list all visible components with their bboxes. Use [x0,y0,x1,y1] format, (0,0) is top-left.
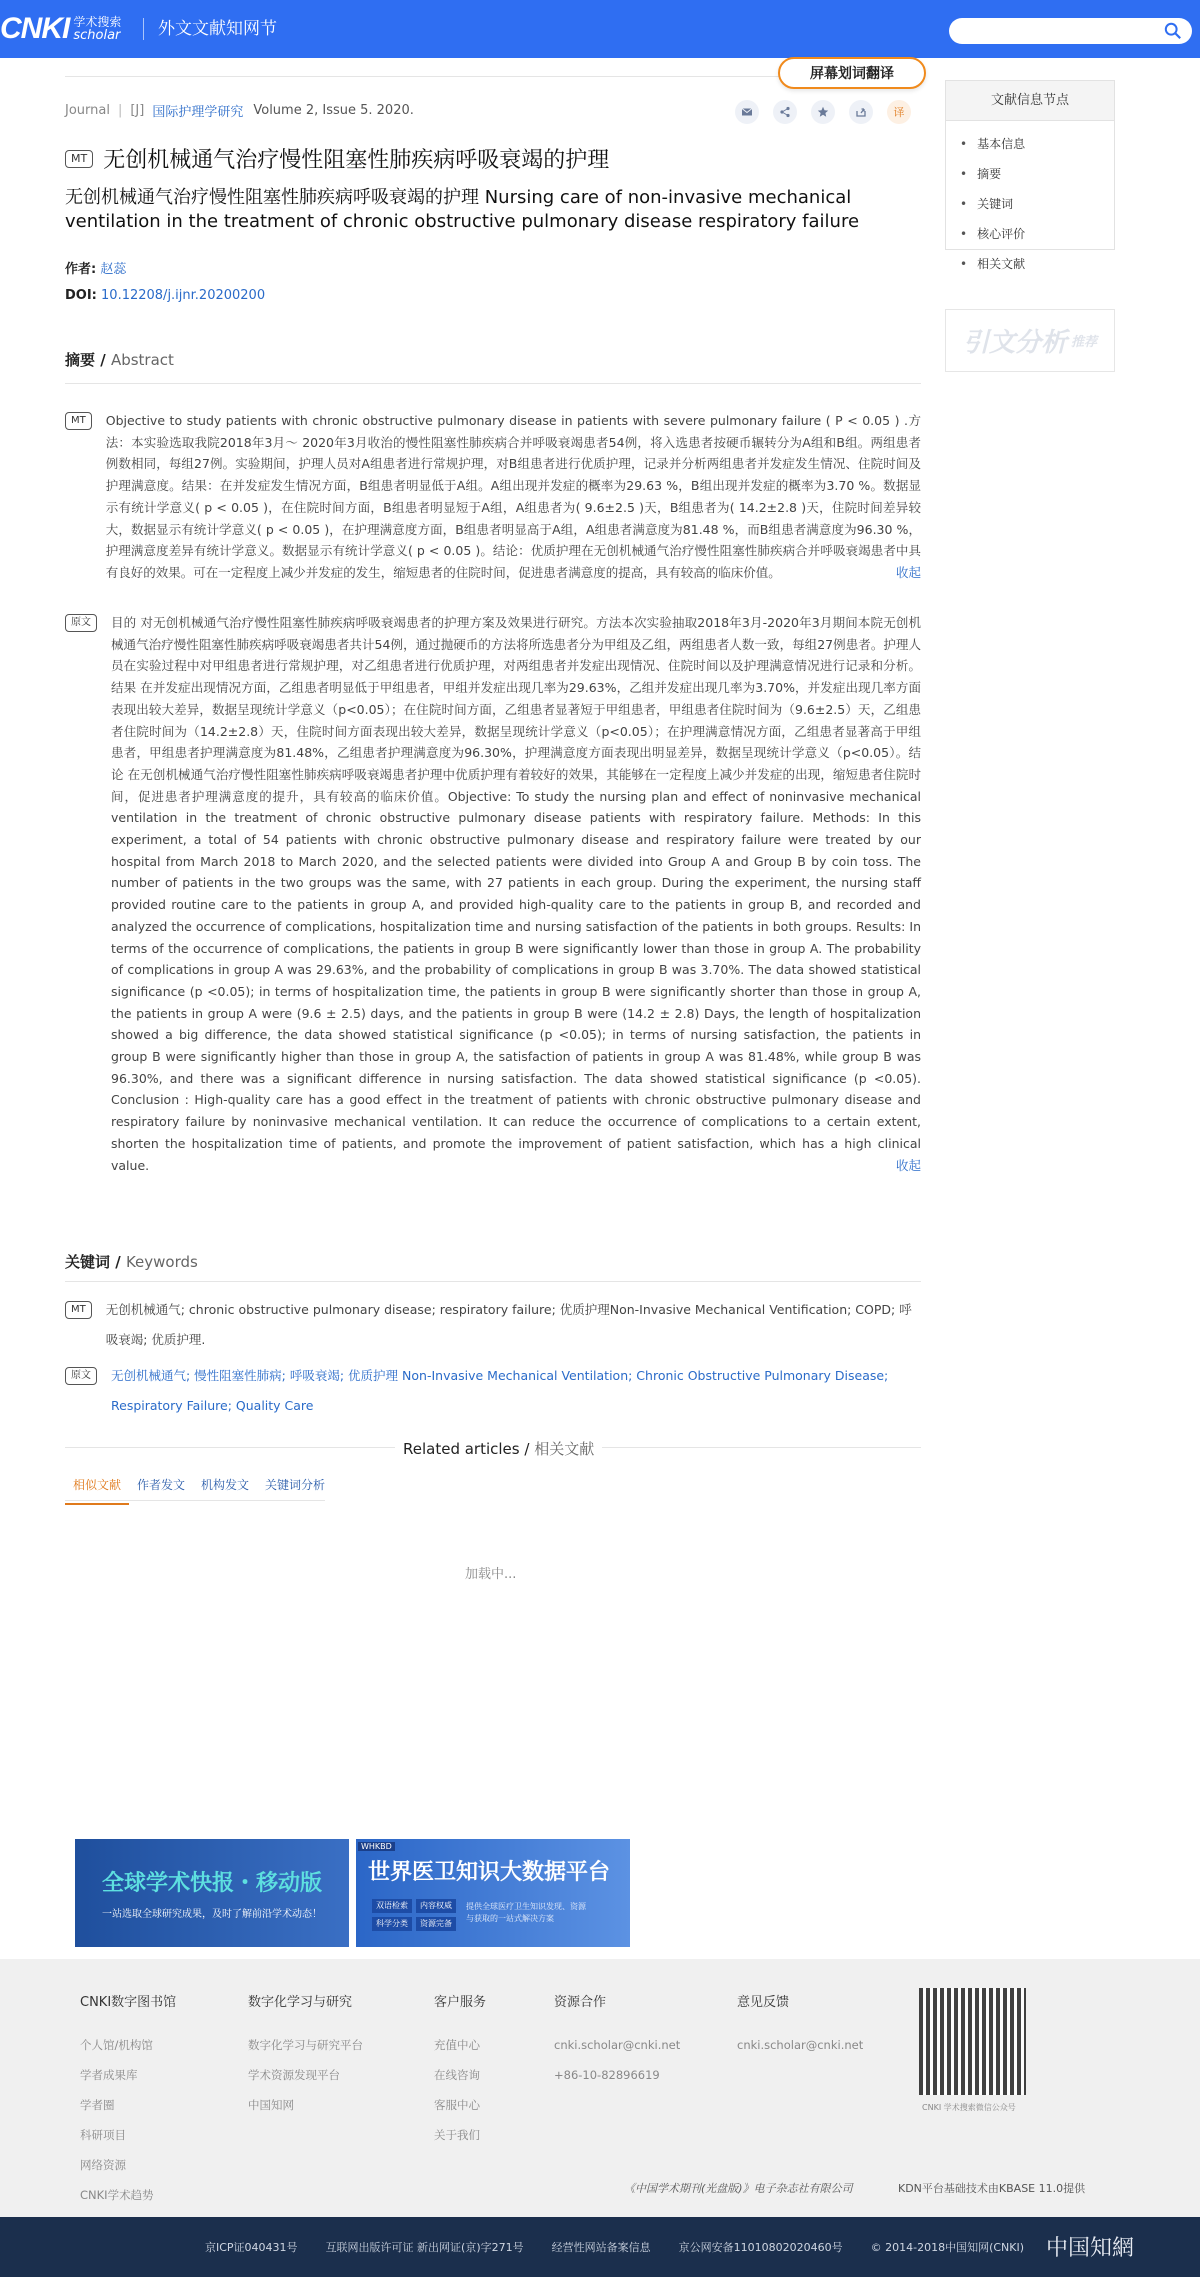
abstract-original [65,612,921,1176]
logo-en: scholar [73,28,121,43]
cnki-scholar-logo[interactable] [0,14,121,44]
keywords-original-links[interactable]: 无创机械通气; 慢性阻塞性肺病; 呼吸衰竭; 优质护理 Non-Invasive Mechanical Ventilation; Chronic Obstructive Pulmonary Disease; Respiratory Failure; Quality Care [111,1368,889,1413]
legal-bar: 京ICP证040431号 互联网出版许可证 新出网证(京)字271号 经营性网站备案信息 京公网安备11010802020460号 © 2014-2018中国知网(CNKI) 中国知網 [0,2217,1200,2277]
search-icon[interactable] [1164,22,1182,40]
abstract-heading: 摘要 / Abstract [65,351,174,369]
cnki-cn-logo: 中国知網 [1046,2236,1135,2261]
share-button[interactable] [773,100,797,124]
author-line [65,258,126,277]
translate-button[interactable]: 译 [887,100,911,124]
logo-cn: 学术搜索 [73,15,122,29]
nav-heading: 文献信息节点 [946,81,1114,121]
star-icon [817,106,829,118]
original-badge: 原文 [65,1367,97,1385]
footer-col-library: CNKI数字图书馆 个人馆/机构馆 学者成果库 学者圈 科研项目 网络资源 CNKI学术趋势 [80,1995,177,2202]
mt-badge: MT [65,412,92,430]
mt-badge: MT [65,150,93,168]
nav-item-basic[interactable]: • 基本信息 [960,129,1114,159]
abstract-original-text: 目的 对无创机械通气治疗慢性阻塞性肺疾病呼吸衰竭患者的护理方案及效果进行研究。方法本次实验抽取2018年3月-2020年3月期间本院无创机械通气治疗慢性阻塞性肺疾病呼吸衰竭患者共计54例，通过抛硬币的方法将所选患者分为甲组及乙组，两组患者人数一致，每组27例患者。护理人员在实验过程中对甲组患者进行常规护理，对乙组患者进行优质护理，对两组患者并发症出现情况、住院时间以及护理满意情况进行记录和分析。结果 在并发症出现情况方面，乙组患者明显低于甲组患者，甲组并发症出现几率为29.63%，乙组并发症出现几率为3.70%，并发症出现几率方面表现出较大差异，数据呈现统计学意义（p<0.05）；在住院时间方面，乙组患者显著短于甲组患者，甲组患者住院时间为（9.6±2.5）天，乙组患者住院时间为（14.2±2.8）天，住院时间方面表现出较大差异，数据呈现统计学意义（p<0.05）；在护理满意情况方面，乙组患者显著高于甲组患者，甲组患者护理满意度为81.48%，乙组患者护理满意度为96.30%，护理满意度方面表现出明显差异，数据呈现统计学意义（p<0.05）。结论 在无创机械通气治疗慢性阻塞性肺疾病呼吸衰竭患者护理中优质护理有着较好的效果，其能够在一定程度上减少并发症的出现，缩短患者住院时间，促进患者护理满意度的提升，具有较高的临床价值。Objective: To study the nursing plan and effect of noninvasive mechanical ventilation in the treatment of chronic obstructive pulmonary disease patients with respiratory failure. Methods: In this experiment, a total of 54 patients with chronic obstructive pulmonary disease and respiratory failure were treated by our hospital from March 2018 to March 2020, and the selected patients were divided into Group A and Group B by coin toss. The number of patients in the two groups was the same, with 27 patients in each group. During the experiment, the nursing staff provided routine care to the patients in group A, and provided high-quality care to the patients in group B, and recorded and analyzed the occurrence of complications, hospitalization time and nursing satisfaction of the patients in both groups. Results: In terms of the occurrence of complications, the patients in group B were significantly lower than those in group A. The probability of complications in group A was 29.63%, and the probability of complications in group B was 3.70%. The data showed statistical significance (p <0.05); in terms of hospitalization time, the patients in group B were significantly shorter than those in group A, the patients in group A were (9.6 ± 2.5) days, and the patients in group B were (14.2 ± 2.8) Days, the length of hospitalization showed a big difference, the data showed statistical significance (p <0.05); in terms of nursing satisfaction, the patients in group B were significantly higher than those in group A, the satisfaction of patients in group A was 81.48%, while group B was 96.30%, and there was a significant difference in nursing satisfaction. The data showed statistical significance (p <0.05). Conclusion : High-quality care has a good effect in the treatment of patients with chronic obstructive pulmonary disease and respiratory failure by noninvasive mechanical ventilation. It can reduce the occurrence of complications to a certain extent, shorten the hospitalization time of patients, and promote the improvement of patient satisfaction, which has a high clinical value. [111,615,921,1173]
article-subtitle: 无创机械通气治疗慢性阻塞性肺疾病呼吸衰竭的护理 Nursing care of non-invasive mechanical ventilation in the treatment of chronic obstructive pulmonary disease respiratory failure [65,187,860,232]
related-articles: Related articles / 相关文献 [65,1438,921,1458]
doi-link[interactable]: 10.12208/j.ijnr.20200200 [101,288,266,303]
tab-similar[interactable]: 相似文献 [65,1476,129,1505]
search-input[interactable] [961,18,1161,44]
export-button[interactable] [849,100,873,124]
article-tools [735,100,911,124]
meta-bracket: [J] [130,103,145,118]
keywords-heading: 关键词 / Keywords [65,1253,198,1271]
title-cn: 无创机械通气治疗慢性阻塞性肺疾病呼吸衰竭的护理 [103,148,610,173]
footer-col-feedback: 意见反馈 cnki.scholar@cnki.net [737,1995,864,2052]
site-footer [0,1959,1200,2217]
keywords-mt [65,1295,921,1355]
banner-whkbd[interactable]: WHKBD 世界医卫知识大数据平台 双语检索 内容权威 科学分类 资源完备 提供全球医疗卫生知识发现、资源与获取的一站式解决方案 [356,1839,630,1947]
site-name: 外文文献知网节 [143,18,277,40]
doi-label: DOI: [65,288,97,303]
email-button[interactable] [735,100,759,124]
keywords-original [65,1361,921,1421]
email-icon [741,106,753,118]
kbase-text: KDN平台基础技术由KBASE 11.0提供 [898,2182,1086,2195]
export-icon [855,106,867,118]
meta-type: Journal [65,103,110,118]
banner-scholar-mobile[interactable]: 全球学术快报・移动版 一站选取全球研究成果，及时了解前沿学术动态！ [75,1839,349,1947]
citation-analysis-ad[interactable]: 引文分析 推荐 [945,309,1115,372]
author-label: 作者: [65,262,97,277]
article-title [65,143,609,174]
publisher-text: 《中国学术期刊(光盘版)》电子杂志社有限公司 [624,2182,853,2195]
doc-info-nav [945,80,1115,271]
loading-text: 加载中... [465,1567,517,1582]
nav-item-related[interactable]: • 相关文献 [960,249,1114,279]
tab-author[interactable]: 作者发文 [137,1478,186,1492]
tab-keyword-analysis[interactable]: 关键词分析 [265,1478,326,1492]
article-meta: Journal | [J] 国际护理学研究 Volume 2, Issue 5. 2020. [65,103,414,120]
abstract-mt-text: Objective to study patients with chronic obstructive pulmonary disease in patients with severe pulmonary failure ( P < 0.05 ) .方法：本实验选取我院2018年3月～ 2020年3月收治的慢性阻塞性肺疾病合并呼吸衰竭患者54例，将入选患者按硬币辗转分为A组和B组。两组患者例数相同，每组27例。实验期间，护理人员对A组患者进行常规护理，对B组患者进行优质护理，记录并分析两组患者并发症发生情况、住院时间及护理满意度。结果：在并发症发生情况方面，B组患者明显低于A组。A组出现并发症的概率为29.63 %，B组出现并发症的概率为3.70 %。数据显示有统计学意义( p < 0.05 )，在住院时间方面，B组患者明显短于A组，A组患者为( 9.6±2.5 )天，B组患者为( 14.2±2.8 )天，住院时间差异较大，数据显示有统计学意义( p < 0.05 )，在护理满意度方面，B组患者明显高于A组，A组患者满意度为81.48 %，而B组患者满意度为96.30 %，护理满意度差异有统计学意义。数据显示有统计学意义( p < 0.05 )。结论：优质护理在无创机械通气治疗慢性阻塞性肺疾病合并呼吸衰竭患者中具有良好的效果。可在一定程度上减少并发症的发生，缩短患者的住院时间，促进患者满意度的提高，具有较高的临床价值。 [105,413,921,580]
top-header [0,0,1200,58]
qr-caption: CNKI 学术搜索微信公众号 [922,2103,1016,2112]
translate-tooltip: 屏幕划词翻译 [778,57,926,89]
abstract-mt [65,410,921,584]
search-box [949,18,1192,44]
favorite-button[interactable] [811,100,835,124]
share-icon [779,106,791,118]
journal-link[interactable]: 国际护理学研究 [152,105,244,120]
author-link[interactable]: 赵蕊 [100,262,127,277]
nav-item-evaluation[interactable]: • 核心评价 [960,219,1114,249]
mt-badge: MT [65,1301,92,1319]
volume-info: Volume 2, Issue 5. 2020. [253,103,414,118]
nav-item-keywords[interactable]: • 关键词 [960,189,1114,219]
wechat-qr-code [919,1988,1026,2095]
collapse-link[interactable]: 收起 [895,564,921,580]
keywords-mt-text: 无创机械通气; chronic obstructive pulmonary disease; respiratory failure; 优质护理Non-Invasive Mechanical Ventification; COPD; 呼吸衰竭; 优质护理. [105,1302,912,1347]
footer-col-research: 数字化学习与研究 数字化学习与研究平台 学术资源发现平台 中国知网 [248,1995,363,2112]
collapse-link[interactable]: 收起 [895,1157,921,1173]
nav-item-abstract[interactable]: • 摘要 [960,159,1114,189]
logo-main: CNKI [0,12,70,45]
footer-col-cooperation: 资源合作 cnki.scholar@cnki.net +86-10-82896619 [554,1995,681,2082]
doi-line [65,288,265,303]
original-badge: 原文 [65,614,97,632]
footer-col-service: 客户服务 充值中心 在线咨询 客服中心 关于我们 [434,1995,487,2142]
tab-institution[interactable]: 机构发文 [201,1478,250,1492]
